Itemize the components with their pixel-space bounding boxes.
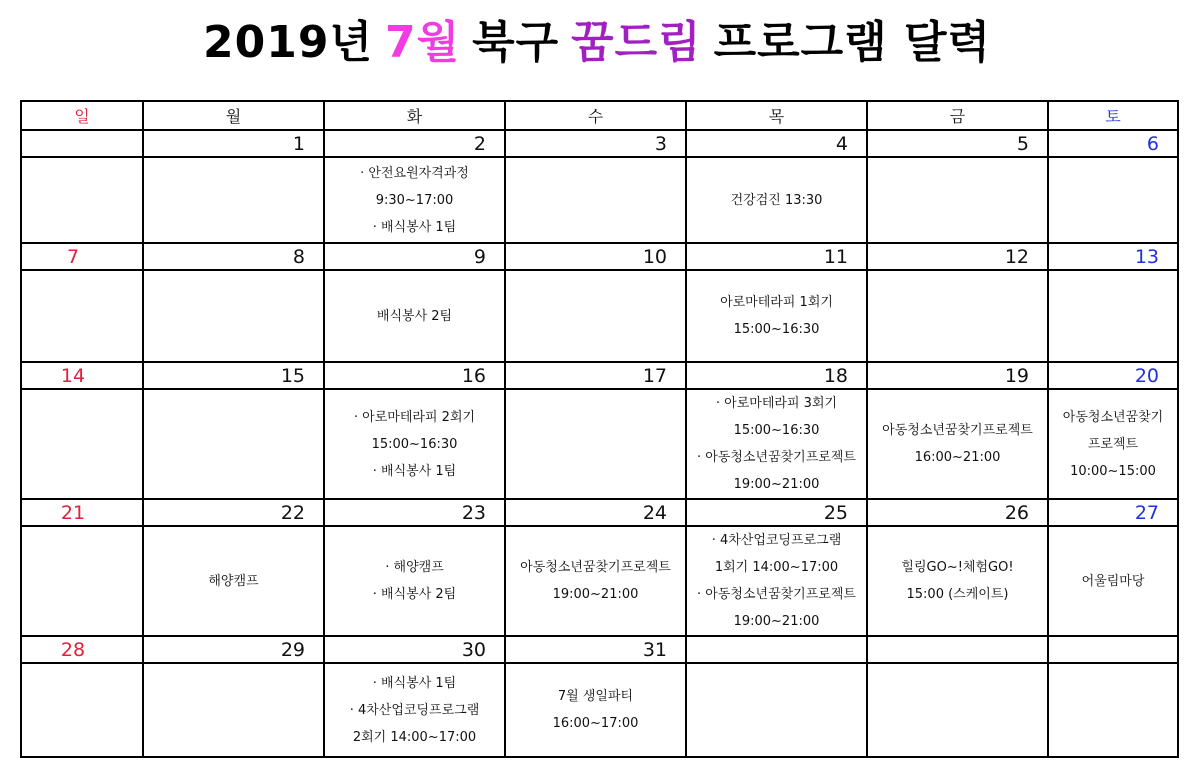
event-text: 힐링GO~!체험GO!	[901, 560, 1014, 575]
event-text: · 배식봉사 1팀	[372, 675, 457, 691]
calendar-title	[0, 8, 1194, 78]
title-part: 북구	[472, 17, 560, 68]
weekday-sunday: 일	[21, 101, 143, 130]
day-cell	[505, 157, 686, 243]
day-cell	[143, 526, 324, 636]
weekday-header-row	[21, 101, 1178, 130]
events-row	[21, 157, 1178, 243]
event-text: 2회기 14:00~17:00	[352, 729, 477, 745]
weekday-monday: 월	[143, 101, 324, 130]
event-text: 아로마테라피 1회기	[720, 295, 833, 310]
title-part: 2019년	[203, 17, 373, 68]
date-number: 12	[867, 243, 1048, 270]
day-cell	[1048, 389, 1178, 499]
event-text: 9:30~17:00	[375, 192, 454, 208]
date-number: 23	[324, 499, 505, 526]
day-cell	[505, 389, 686, 499]
day-cell	[867, 157, 1048, 243]
event-text: · 해양캠프	[385, 560, 444, 575]
event-text: · 배식봉사 1팀	[372, 463, 457, 479]
date-number: 3	[505, 130, 686, 157]
event-text: · 아동청소년꿈찾기프로젝트	[697, 450, 856, 465]
date-number: 22	[143, 499, 324, 526]
day-cell	[505, 526, 686, 636]
event-text: 15:00~16:30	[733, 322, 820, 337]
event-text: 19:00~21:00	[733, 477, 820, 492]
date-number: 4	[686, 130, 867, 157]
date-row	[21, 243, 1178, 270]
date-number: 20	[1048, 362, 1178, 389]
event-text: · 배식봉사 1팀	[372, 219, 457, 235]
day-cell	[21, 663, 143, 757]
event-text: 15:00~16:30	[371, 436, 458, 452]
date-number: 16	[324, 362, 505, 389]
event-text: 아동청소년꿈찾기	[1062, 409, 1164, 425]
date-number: 14	[21, 362, 143, 389]
event-text: 아동청소년꿈찾기프로젝트	[882, 423, 1033, 438]
date-number: 10	[505, 243, 686, 270]
day-cell	[505, 270, 686, 362]
event-text: 16:00~17:00	[552, 716, 639, 731]
date-number: 24	[505, 499, 686, 526]
events-row	[21, 389, 1178, 499]
weekday-tuesday: 화	[324, 101, 505, 130]
day-cell	[21, 389, 143, 499]
event-text: · 아로마테라피 2회기	[353, 409, 476, 425]
day-cell	[1048, 270, 1178, 362]
event-text: 7월 생일파티	[557, 689, 634, 704]
day-cell	[686, 157, 867, 243]
event-text: 10:00~15:00	[1070, 463, 1156, 479]
weekday-saturday: 토	[1048, 101, 1178, 130]
date-number: 13	[1048, 243, 1178, 270]
date-number: 7	[21, 243, 143, 270]
day-cell	[686, 526, 867, 636]
event-text: · 안전요원자격과정	[360, 165, 469, 181]
weekday-friday: 금	[867, 101, 1048, 130]
title-part: 꿈드림	[571, 17, 702, 68]
event-text: 1회기 14:00~17:00	[714, 560, 839, 575]
weekday-wednesday: 수	[505, 101, 686, 130]
day-cell	[324, 526, 505, 636]
event-text: 어울림마당	[1081, 573, 1145, 589]
date-number: 21	[21, 499, 143, 526]
day-cell	[324, 270, 505, 362]
date-number: 17	[505, 362, 686, 389]
date-number	[1048, 636, 1178, 663]
event-text: 건강검진 13:30	[730, 192, 823, 208]
day-cell	[143, 157, 324, 243]
date-number: 9	[324, 243, 505, 270]
date-number: 31	[505, 636, 686, 663]
event-text: 배식봉사 2팀	[376, 308, 453, 324]
event-text: 15:00~16:30	[733, 423, 820, 438]
day-cell	[867, 389, 1048, 499]
calendar-table	[20, 100, 1179, 758]
event-text: · 배식봉사 2팀	[372, 587, 457, 602]
day-cell	[143, 270, 324, 362]
event-text: 해양캠프	[208, 573, 259, 589]
date-number: 1	[143, 130, 324, 157]
event-text: · 4차산업코딩프로그램	[349, 702, 480, 718]
day-cell	[143, 389, 324, 499]
day-cell	[867, 663, 1048, 757]
event-text: 15:00 (스케이트)	[906, 587, 1009, 602]
title-part: 7월	[384, 17, 461, 68]
date-number: 11	[686, 243, 867, 270]
event-text: 19:00~21:00	[733, 614, 820, 629]
events-row	[21, 526, 1178, 636]
day-cell	[867, 526, 1048, 636]
events-row	[21, 270, 1178, 362]
date-number	[867, 636, 1048, 663]
day-cell	[324, 157, 505, 243]
date-row	[21, 362, 1178, 389]
date-row	[21, 636, 1178, 663]
day-cell	[867, 270, 1048, 362]
event-text: 19:00~21:00	[552, 587, 639, 602]
title-part: 프로그램 달력	[713, 17, 991, 68]
date-number: 30	[324, 636, 505, 663]
event-text: 아동청소년꿈찾기프로젝트	[520, 560, 671, 575]
event-text: 16:00~21:00	[914, 450, 1001, 465]
event-text: 프로젝트	[1087, 436, 1139, 452]
date-number: 5	[867, 130, 1048, 157]
day-cell	[686, 389, 867, 499]
date-number: 15	[143, 362, 324, 389]
weekday-thursday: 목	[686, 101, 867, 130]
date-number: 26	[867, 499, 1048, 526]
day-cell	[1048, 157, 1178, 243]
date-number: 2	[324, 130, 505, 157]
date-number: 29	[143, 636, 324, 663]
date-row	[21, 499, 1178, 526]
date-number: 8	[143, 243, 324, 270]
event-text: · 아동청소년꿈찾기프로젝트	[697, 587, 856, 602]
date-row	[21, 130, 1178, 157]
event-text: · 4차산업코딩프로그램	[711, 533, 842, 548]
day-cell	[1048, 663, 1178, 757]
event-text: · 아로마테라피 3회기	[715, 396, 838, 411]
day-cell	[324, 663, 505, 757]
date-number: 25	[686, 499, 867, 526]
day-cell	[21, 157, 143, 243]
day-cell	[686, 663, 867, 757]
day-cell	[1048, 526, 1178, 636]
date-number: 6	[1048, 130, 1178, 157]
day-cell	[505, 663, 686, 757]
events-row	[21, 663, 1178, 757]
day-cell	[686, 270, 867, 362]
day-cell	[143, 663, 324, 757]
date-number: 28	[21, 636, 143, 663]
date-number: 27	[1048, 499, 1178, 526]
date-number	[686, 636, 867, 663]
date-number	[21, 130, 143, 157]
date-number: 19	[867, 362, 1048, 389]
day-cell	[21, 526, 143, 636]
date-number: 18	[686, 362, 867, 389]
day-cell	[21, 270, 143, 362]
day-cell	[324, 389, 505, 499]
